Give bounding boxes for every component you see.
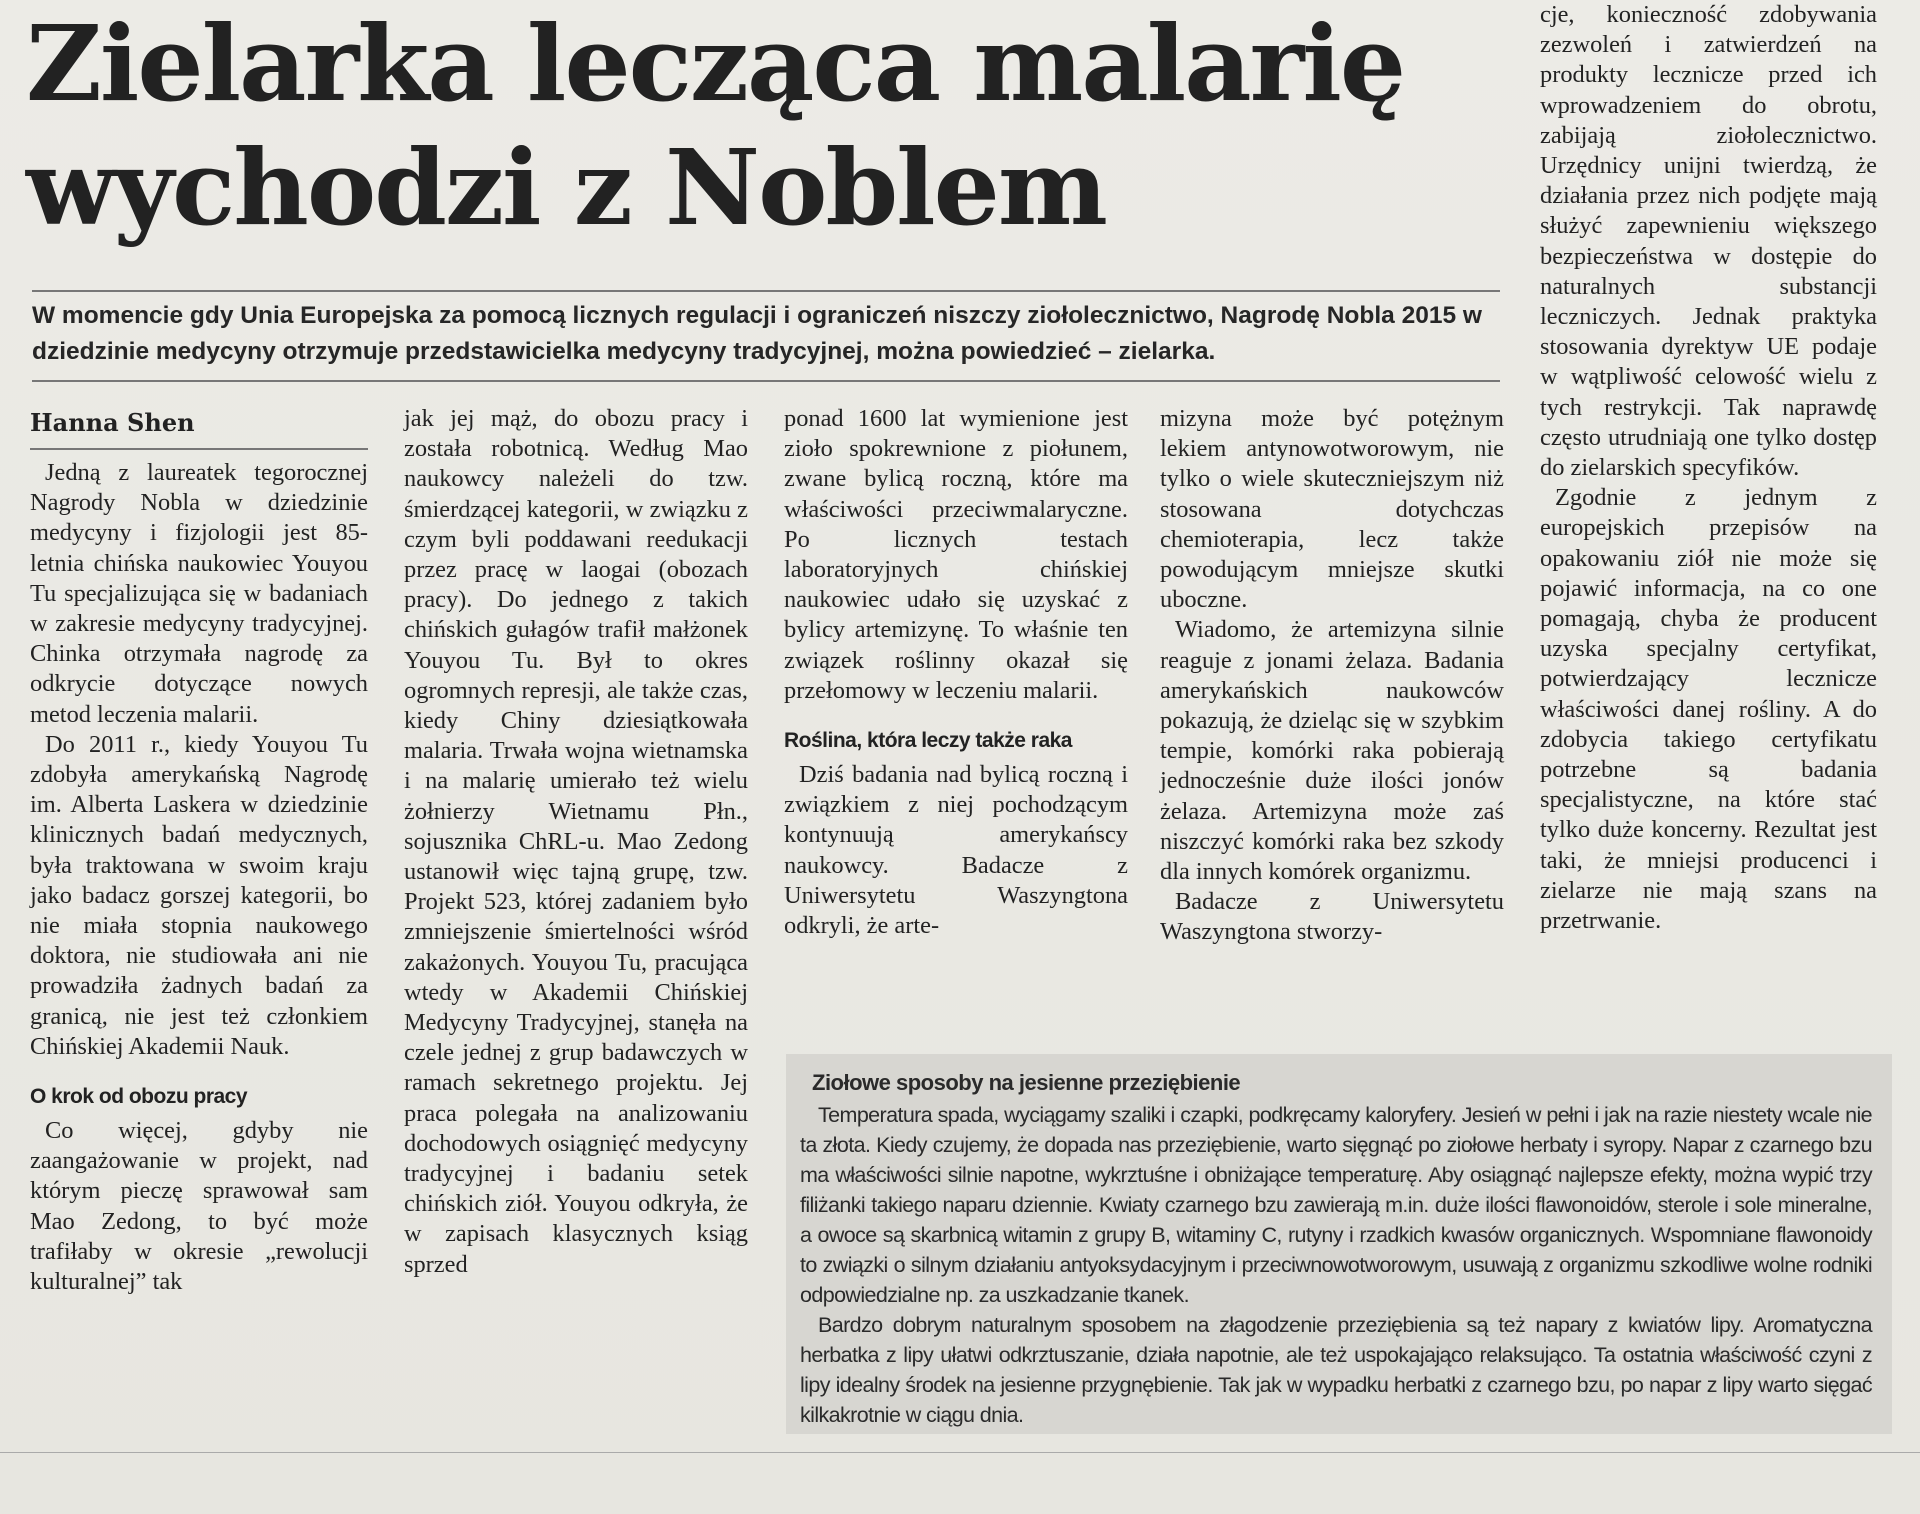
subhead-cancer-plant: Roślina, która leczy także raka: [784, 729, 1072, 753]
column-1-paragraph-1: Jedną z laureatek tegorocznej Nagrody Nobla w dziedzinie medycyny i fizjologii jest 85-letnia chińska naukowiec Youyou Tu specjalizująca się w badaniach w zakresie medycyny tradycyjnej. Chinka otrzymała nagrodę za odkrycie dotyczące nowych metod leczenia malarii.: [30, 459, 368, 728]
sidebar-title: Ziołowe sposoby na jesienne przeziębienie: [812, 1070, 1241, 1095]
headline: Zielarka lecząca malarię wychodzi z Noblem: [26, 2, 1405, 249]
lead-bottom-rule: [32, 380, 1500, 382]
article-column-1: [30, 408, 368, 1297]
article-column-5: [1540, 0, 1877, 936]
column-4-paragraph-2: Wiadomo, że artemizyna silnie reaguje z jonami żelaza. Badania amerykańskich naukowców pokazują, że dzieląc się w szybkim tempie, komórki raka pobierają jednocześnie duże ilości jonów żelaza. Artemizyna może zaś niszczyć komórki raka bez szkody dla innych komórek organizmu.: [1160, 616, 1504, 886]
column-1-paragraph-2: Do 2011 r., kiedy Youyou Tu zdobyła amerykańską Nagrodę im. Alberta Laskera w dziedzinie klinicznych badań medycznych, była traktowana w swoim kraju jako badacz gorszej kategorii, bo nie miała stopnia naukowego doktora, nie studiowała ani nie prowadziła żadnych badań za granicą, nie jest też członkiem Chińskiej Akademii Nauk.: [30, 730, 368, 1060]
column-5-paragraph-1: cje, konieczność zdobywania zezwoleń i zatwierdzeń na produkty lecznicze przed ich wprowadzeniem do obrotu, zabijają ziołolecznictwo. Urzędnicy unijni twierdzą, że działania przez nich podjęte mają służyć zapewnieniu większego bezpieczeństwa w dostępie do naturalnych substancji leczniczych. Jednak praktyka stosowania dyrektyw UE podaje w wątpliwość celowość wielu z tych restrykcji. Tak naprawdę często utrudniają one tylko dostęp do zielarskich specyfików.: [1540, 1, 1877, 482]
column-1-paragraph-3: Co więcej, gdyby nie zaangażowanie w projekt, nad którym pieczę sprawował sam Mao Zedong, to być może trafiłaby w okresie „rewolucji kulturalnej” tak: [30, 1117, 368, 1296]
article-column-3: [784, 404, 1128, 941]
column-3-paragraph-2: Dziś badania nad bylicą roczną i związkiem z niej pochodzącym kontynuują amerykańscy naukowcy. Badacze z Uniwersytetu Waszyngtona odkryli, że arte-: [784, 761, 1128, 940]
article-column-2: [404, 404, 748, 1280]
bottom-rule: [0, 1452, 1920, 1453]
column-3-paragraph-1: ponad 1600 lat wymienione jest zioło spokrewnione z piołunem, zwane bylicą roczną, które ma właściwości przeciwmalaryczne. Po licznych testach laboratoryjnych chińskiej naukowiec udało się uzyskać z bylicy artemizynę. To właśnie ten związek roślinny okazał się przełomowy w leczeniu malarii.: [784, 405, 1128, 704]
sidebar-paragraph-1: Temperatura spada, wyciągamy szaliki i czapki, podkręcamy kaloryfery. Jesień w pełni i jak na razie niestety wcale nie ta złota. Kiedy czujemy, że dopada nas przeziębienie, warto sięgnąć po ziołowe herbaty i syropy. Napar z czarnego bzu ma właściwości silnie napotne, wykrztuśne i obniżające temperaturę. Aby osiągnąć najlepsze efekty, można wypić trzy filiżanki takiego naparu dziennie. Kwiaty czarnego bzu zawierają m.in. duże ilości flawonoidów, sterole i sole mineralne, a owoce są skarbnicą witamin z grupy B, witaminy C, rutyny i rzadkich kwasów organicznych. Wspomniane flawonoidy to związki o silnym działaniu antyoksydacyjnym i przeciwnowotworowym, usuwają z organizmu szkodliwe wolne rodniki odpowiedzialne np. za uszkadzanie tkanek.: [800, 1103, 1872, 1307]
byline: Hanna Shen: [30, 408, 368, 450]
lead-paragraph: W momencie gdy Unia Europejska za pomocą licznych regulacji i ograniczeń niszczy ziołolecznictwo, Nagrodę Nobla 2015 w dziedzinie medycyny otrzymuje przedstawicielka medycyny tradycyjnej, można powiedzieć – zielarka.: [32, 302, 1482, 365]
column-4-paragraph-3: Badacze z Uniwersytetu Waszyngtona stworzy-: [1160, 888, 1504, 946]
article-column-4: [1160, 404, 1504, 948]
column-4-paragraph-1: mizyna może być potężnym lekiem antynowotworowym, nie tylko o wiele skuteczniejszym niż stosowana dotychczas chemioterapia, lecz także powodującym mniejsze skutki uboczne.: [1160, 405, 1504, 614]
lead-top-rule: [32, 290, 1500, 292]
sidebar-paragraph-2: Bardzo dobrym naturalnym sposobem na złagodzenie przeziębienia są też napary z kwiatów lipy. Aromatyczna herbatka z lipy ułatwi odkrztuszanie, działa napotnie, ale też uspokajająco relaksująco. Ta ostatnia właściwość czyni z lipy idealny środek na jesienne przygnębienie. Tak jak w wypadku herbatki z czarnego bzu, po napar z lipy warto sięgać kilkakrotnie w ciągu dnia.: [800, 1313, 1872, 1427]
sidebar-box: [786, 1054, 1892, 1434]
column-2-paragraph-1: jak jej mąż, do obozu pracy i została robotnicą. Według Mao naukowcy należeli do tzw. śmierdzącej kategorii, w związku z czym byli poddawani reedukacji przez pracę w laogai (obozach pracy). Do jednego z takich chińskich gułagów trafił małżonek Youyou Tu. Był to okres ogromnych represji, ale także czas, kiedy Chiny dziesiątkowała malaria. Trwała wojna wietnamska i na malarię umierało też wielu żołnierzy Wietnamu Płn., sojusznika ChRL-u. Mao Zedong ustanowił więc tajną grupę, tzw. Projekt 523, której zadaniem było zmniejszenie śmiertelności wśród zakażonych. Youyou Tu, pracująca wtedy w Akademii Chińskiej Medycyny Tradycyjnej, stanęła na czele jednej z grup badawczych w ramach sekretnego projektu. Jej praca polegała na analizowaniu dochodowych osiągnięć medycyny tradycyjnej i badaniu setek chińskich ziół. Youyou odkryła, że w zapisach klasycznych ksiąg sprzed: [404, 405, 748, 1278]
subhead-labor-camp: O krok od obozu pracy: [30, 1085, 248, 1109]
column-5-paragraph-2: Zgodnie z jednym z europejskich przepisów na opakowaniu ziół nie może się pojawić informacja, na co one pomagają, chyba że producent uzyska specjalny certyfikat, potwierdzający lecznicze właściwości danej rośliny. A do zdobycia takiego certyfikatu potrzebne są badania specjalistyczne, na które stać tylko duże koncerny. Rezultat jest taki, że mniejsi producenci i zielarze nie mają szans na przetrwanie.: [1540, 484, 1877, 935]
